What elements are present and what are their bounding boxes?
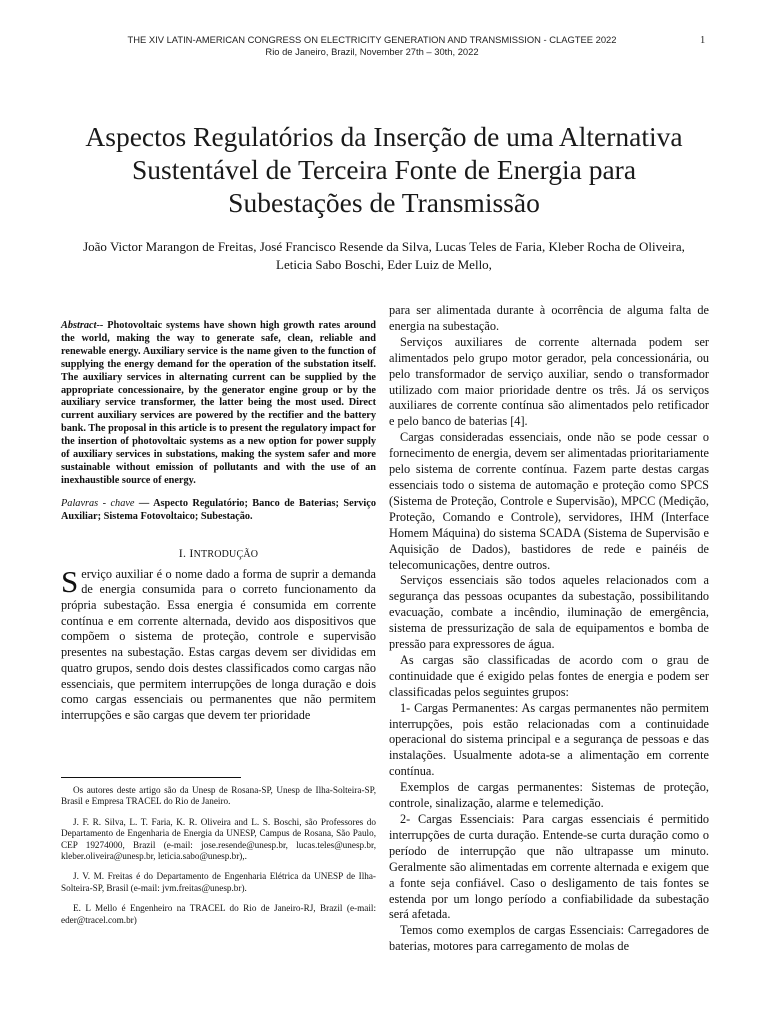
body-paragraph: Serviços essenciais são todos aqueles relacionados com a segurança das pessoas ocupantes da subestação, possibilitando evacuação, combate a incêndio, iluminação de emergência, sistema de pressurização de sala de equipamentos e bomba de pressão para expressores de água.: [389, 573, 709, 652]
footnote: J. F. R. Silva, L. T. Faria, K. R. Oliveira and L. S. Boschi, são Professores do Departamento de Engenharia de Energia da UNESP, Campus de Rosana, São Paulo, CEP 19274000, Brazil (e-mail: jose.resende@unesp.br, lucas.teles@unesp.br, kleber.oliveira@unesp.br, leticia.sabo@unesp.br),.: [61, 816, 376, 862]
body-paragraph: Exemplos de cargas permanentes: Sistemas de proteção, controle, sinalização, alarme e telemedição.: [389, 780, 709, 811]
section-initial: I: [189, 545, 194, 560]
body-paragraph: 2- Cargas Essenciais: Para cargas essenciais é permitido interrupções de curta duração. Entende-se curta duração como o período de interrupção que não ultrapasse um minuto. Geralmente são alimentadas em corrente alternada e exigem que a fonte seja confiável. Caso o desligamento de tais fontes se estenda por um longo período a confiabilidade da subestação será afetada.: [389, 812, 709, 922]
paper-title: Aspectos Regulatórios da Inserção de uma Alternativa Sustentável de Terceira Fonte de Energia para Subestações de Transmissão: [85, 121, 683, 218]
conference-name: THE XIV LATIN-AMERICAN CONGRESS ON ELECTRICITY GENERATION AND TRANSMISSION - CLAGTEE 2022: [127, 34, 617, 45]
footnote: J. V. M. Freitas é do Departamento de Engenharia Elétrica da UNESP de Ilha-Solteira-SP, Brasil (e-mail: jvm.freitas@unesp.br).: [61, 871, 376, 893]
keywords: [61, 498, 376, 524]
right-column: [389, 303, 709, 955]
page-number: 1: [700, 35, 706, 46]
abstract-text: Photovoltaic systems have shown high growth rates around the world, making the way to generate safe, clean, reliable and renewable energy. Auxiliary service is the name given to the function of supplying the energy demand for the operation of the substation itself. The auxiliary services in alternating current can be supplied by the appropriate concessionaire, by the generator engine group or by the auxiliary service transformer, the latter being the most used. Direct current auxiliary services are powered by the rectifier and the battery bank. The proposal in this article is to present the regulatory impact for the insertion of photovoltaic systems as a new option for power supply of auxiliary services in substations, making the system safer and more sustainable without emission of pollutants and with the use of an inexhaustible source of energy.: [61, 320, 377, 486]
drop-cap: S: [61, 563, 79, 599]
conference-venue: Rio de Janeiro, Brazil, November 27th – 30th, 2022: [265, 45, 479, 57]
intro-text: erviço auxiliar é o nome dado a forma de suprir a demanda de energia consumida para o correto funcionamento da própria subestação. Essa energia é consumida em corrente contínua e em corrente alternada, devido aos dispositivos que compõem o sistema de proteção, controle e supervisão presentes na subestação. Estas cargas devem ser divididas em quatro grupos, sendo dois destes classificados como cargas não essenciais, que permitem interrupções de longa duração e dois como cargas essenciais ou permanentes que não permitem interrupções e são cargas que devem ter prioridade: [61, 566, 376, 722]
body-paragraph: As cargas são classificadas de acordo com o grau de continuidade que é exigido pelas fontes de energia e podem ser classificadas pelos seguintes grupos:: [389, 652, 709, 699]
author-list: João Victor Marangon de Freitas, José Francisco Resende da Silva, Lucas Teles de Faria, Kleber Rocha de Oliveira, Leticia Sabo Boschi, Eder Luiz de Mello,: [83, 239, 685, 272]
abstract-label: Abstract--: [61, 320, 104, 331]
keywords-label: Palavras - chave: [61, 497, 135, 509]
section-rest: NTRODUÇÃO: [193, 548, 259, 560]
body-paragraph: Cargas consideradas essenciais, onde não se pode cessar o fornecimento de energia, devem ser alimentadas prioritariamente pelo sistema de corrente contínua. Fazem parte destas cargas essenciais todo o sistema de automação e proteção como SPCS (Sistema de Proteção, Controle e Supervisão), MPCC (Medição, Proteção, Comando e Controle), servidores, IHM (Interface Homem Máquina) do sistema SCADA (Sistema de Supervisão e Aquisição de Dados), bastidores de rede e painéis de telecomunicações, dentre outros.: [389, 430, 709, 572]
footnote: Os autores deste artigo são da Unesp de Rosana-SP, Unesp de Ilha-Solteira-SP, Brasil e Empresa TRACEL do Rio de Janeiro.: [61, 785, 376, 807]
body-paragraph: Temos como exemplos de cargas Essenciais: Carregadores de baterias, motores para carregamento de molas de: [389, 923, 709, 954]
footnotes: [61, 785, 376, 935]
section-numeral: I.: [178, 545, 187, 560]
keywords-text: — Aspecto Regulatório; Banco de Baterias; Serviço Auxiliar; Sistema Fotovoltaico; Subestação.: [61, 497, 376, 522]
left-column: [61, 320, 376, 724]
section-heading-introduction: [61, 546, 376, 561]
footnote: E. L Mello é Engenheiro na TRACEL do Rio de Janeiro-RJ, Brazil (e-mail: eder@tracel.com.br): [61, 903, 376, 925]
abstract: [61, 320, 376, 488]
body-paragraph: Serviços auxiliares de corrente alternada podem ser alimentados pelo grupo motor gerador, pela concessionária, ou pelo transformador de serviço auxiliar, sendo o transformador utilizado com maior prioridade dentre os três. Já os serviços auxiliares de corrente contínua são alimentados pelo retificador e pelo banco de baterias [4].: [389, 334, 709, 429]
footnote-rule: [61, 777, 241, 778]
body-paragraph: 1- Cargas Permanentes: As cargas permanentes não permitem interrupções, pois estão relacionadas com a continuidade operacional do sistema principal e a segurança de pessoas e das instalações. Usualmente adota-se a alimentação em corrente contínua.: [389, 700, 709, 779]
running-header: [80, 34, 664, 57]
intro-paragraph: [61, 563, 376, 724]
body-paragraph: para ser alimentada durante à ocorrência de alguma falta de energia na subestação.: [389, 303, 709, 333]
